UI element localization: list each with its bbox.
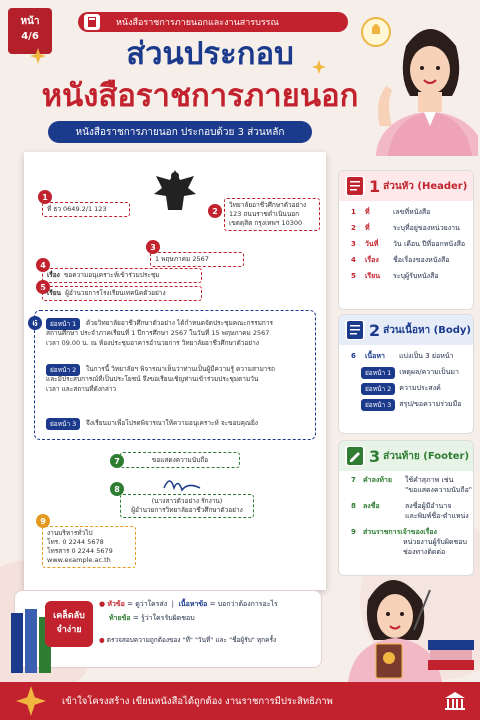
row-value: ระบุที่อยู่ของหน่วยงาน [393,224,460,232]
row-number: 8 [351,502,356,510]
row-value: วัน เดือน ปีที่ออกหนังสือ [393,240,466,248]
paragraph-3-tag: ย่อหน้า 3 [46,418,80,430]
tip-key: ท้ายข้อ [109,614,131,622]
row-value: ความประสงค์ [399,384,441,392]
list-item [339,271,473,287]
subject-box [42,268,202,283]
row-value: "ขอแสดงความนับถือ" [405,486,473,494]
row-key: เรื่อง [365,256,379,264]
title-line-2: หนังสือราชการภายนอก [41,78,359,114]
star-icon [30,48,46,64]
tips-badge-line: เคล็ดลับ [53,611,85,621]
marker-7: 7 [110,454,124,468]
paragraph-2 [86,364,312,374]
header-section-card [338,170,474,310]
contact-line: งานบริหารทั่วไป [47,529,93,537]
sample-document [24,152,326,590]
row-number: 5 [351,272,356,280]
address-line: วิทยาลัยอาชีวศึกษาตัวอย่าง [229,201,307,209]
tip-value: = รู้ว่าใครรับผิดชอบ [132,614,195,622]
row-value: ใช้คำสุภาพ เช่น [405,476,454,484]
row-number: 7 [351,476,356,484]
card-number: 3 [369,446,381,466]
signer-name: (นางสาวตัวอย่าง รักงาน) [151,497,223,505]
card-title: ส่วนเนื้อหา (Body) [383,324,471,336]
row-key: วันที่ [365,240,379,248]
row-key: ย่อหน้า 3 [361,399,395,411]
recipient-box [42,286,202,301]
marker-2: 2 [208,204,222,218]
closing-box [120,452,240,468]
row-value: ช่องทางติดต่อ [403,548,446,556]
list-item [339,223,473,239]
pencil-icon [345,446,365,466]
card-header [339,441,473,471]
row-value: แบ่งเป็น 3 ย่อหน้า [399,352,454,360]
row-value: หน่วยงานผู้รับผิดชอบ [403,538,467,546]
ref-number-box [42,202,130,217]
tips-panel [14,590,322,668]
address-box [224,198,320,231]
address-line: 123 ถนนราชดำเนินนอก [229,210,300,218]
address-line: เขตดุสิต กรุงเทพฯ 10300 [229,219,303,227]
marker-9: 9 [36,514,50,528]
document-icon [345,176,365,196]
row-number: 3 [351,240,356,248]
row-key: ส่วนราชการเจ้าของเรื่อง [363,528,437,536]
books-illustration [426,624,476,674]
marker-8: 8 [110,482,124,496]
row-number: 9 [351,528,356,536]
card-number: 1 [369,176,381,196]
row-value: สรุป/ขอความร่วมมือ [399,400,462,408]
footer-section-card [338,440,474,576]
tip-line-2 [109,613,195,624]
tips-badge-line: จำง่าย [56,625,82,635]
row-key: ที่ [365,224,370,232]
row-value: ลงชื่อผู้มีอำนาจ [405,502,452,510]
row-number: 4 [351,256,356,264]
paragraph-2-tag: ย่อหน้า 2 [46,364,80,376]
list-item [339,367,473,383]
row-value: ชื่อเรื่องของหนังสือ [393,256,450,264]
row-number: 1 [351,208,356,216]
card-title: ส่วนหัว (Header) [383,180,468,192]
row-key: เนื้อหา [365,352,385,360]
list-item [339,207,473,223]
row-value: ระบุผู้รับหนังสือ [393,272,439,280]
card-number: 2 [369,320,381,340]
paragraph-line: ด้วยวิทยาลัยอาชีวศึกษาตัวอย่าง ได้กำหนดจัดประชุมคณะกรรมการ [86,319,273,327]
presenter-illustration [358,6,478,156]
list-item [339,255,473,271]
row-number: 6 [351,352,356,360]
row-value: และพิมพ์ชื่อ-ตำแหน่ง [405,512,469,520]
row-key: ลงชื่อ [363,502,380,510]
list-item [339,351,473,367]
series-title-bar [78,12,348,32]
building-icon [444,691,466,711]
paragraph-line: เวลา 09.00 น. ณ ห้องประชุมอาคารอำนวยการ วิทยาลัยอาชีวศึกษาตัวอย่าง [46,339,259,347]
paragraph-2-cont [46,374,312,394]
contact-line: โทรสาร 0 2244 5679 [47,547,113,555]
date: 1 พฤษภาคม 2567 [155,255,209,263]
signature-icon [162,474,202,494]
row-number: 2 [351,224,356,232]
document-icon [345,320,365,340]
date-box [150,252,244,267]
paragraph-line: ในการนี้ วิทยาลัยฯ พิจารณาเห็นว่าท่านเป็นผู้มีความรู้ ความสามารถ [86,365,275,373]
footer-banner [0,682,480,720]
row-key: ย่อหน้า 1 [361,367,395,379]
garuda-emblem-icon [150,166,200,216]
star-icon [16,686,46,716]
page-number: 4/6 [21,31,39,42]
marker-1: 1 [38,190,52,204]
tip-key: เนื้อหาข้อ [178,600,208,608]
tip-line-1: ● หัวข้อ = ดูว่าใครส่ง | เนื้อหาข้อ = บอกว่าต้องการอะไร [99,600,278,608]
list-item [339,399,473,415]
tip-value: ตรวจสอบความถูกต้องของ "ที่" "วันที่" และ "ชื่อผู้รับ" ทุกครั้ง [106,636,277,644]
list-item [339,383,473,399]
paragraph-line: จึงเรียนมาเพื่อโปรดพิจารณาให้ความอนุเคราะห์ จะขอบคุณยิ่ง [86,419,258,427]
subject-label: เรื่อง [47,271,60,279]
subtitle-banner: หนังสือราชการภายนอก ประกอบด้วย 3 ส่วนหลัก [48,121,312,143]
paragraph-1-cont [46,328,312,348]
list-item [339,239,473,255]
card-title: ส่วนท้าย (Footer) [383,450,470,462]
row-value: เหตุผล/ความเป็นมา [399,368,459,376]
paragraph-line: สถานศึกษา ประจำภาคเรียนที่ 1 ปีการศึกษา 2567 ในวันที่ 15 พฤษภาคม 2567 [46,329,270,337]
marker-4: 4 [36,258,50,272]
footer-slogan: เข้าใจโครงสร้าง เขียนหนังสือได้ถูกต้อง งานราชการมีประสิทธิภาพ [62,695,333,707]
recipient: ผู้อำนวยการโรงเรียนเทคนิคตัวอย่าง [65,289,166,297]
closing: ขอแสดงความนับถือ [151,456,209,464]
contact-box [42,526,136,568]
series-title: หนังสือราชการภายนอกและงานสารบรรณ [116,18,279,28]
paragraph-3 [86,418,312,428]
paragraph-line: เวลา และสถานที่ดังกล่าว [46,385,117,393]
marker-6: 6 [28,316,42,330]
tip-key: หัวข้อ [107,600,125,608]
signer-title: ผู้อำนวยการวิทยาลัยอาชีวศึกษาตัวอย่าง [131,506,243,514]
ref-number: ที่ ธว 0649.2/1 123 [47,205,107,213]
paragraph-1 [86,318,312,328]
row-key: ย่อหน้า 2 [361,383,395,395]
card-header [339,171,473,201]
body-section-card [338,314,474,434]
row-key: คำลงท้าย [363,476,392,484]
tips-badge [45,601,93,647]
paragraph-1-tag: ย่อหน้า 1 [46,318,80,330]
marker-5: 5 [36,280,50,294]
row-value: เลขที่หนังสือ [393,208,431,216]
title-line-1: ส่วนประกอบ [126,36,294,72]
subject: ขอความอนุเคราะห์เข้าร่วมประชุม [63,271,160,279]
tip-value: = ดูว่าใครส่ง [127,600,168,608]
tip-line-3: ● ตรวจสอบความถูกต้องของ "ที่" "วันที่" และ "ชื่อผู้รับ" ทุกครั้ง [99,636,277,644]
contact-line: www.example.ac.th [47,556,111,564]
list-item [339,527,473,561]
list-item [339,501,473,527]
list-item [339,475,473,501]
row-key: เรียน [365,272,381,280]
signature-box [120,494,254,518]
book-icon [84,14,100,30]
paragraph-line: และมีประสบการณ์ที่เป็นประโยชน์ จึงขอเรียนเชิญท่านเข้าร่วมประชุมตามวัน [46,375,259,383]
card-header [339,315,473,345]
recipient-label: เรียน [47,289,61,297]
row-key: ที่ [365,208,370,216]
marker-3: 3 [146,240,160,254]
contact-line: โทร. 0 2244 5678 [47,538,104,546]
star-icon [312,60,326,74]
tip-value: = บอกว่าต้องการอะไร [209,600,278,608]
page-label: หน้า [20,16,40,27]
